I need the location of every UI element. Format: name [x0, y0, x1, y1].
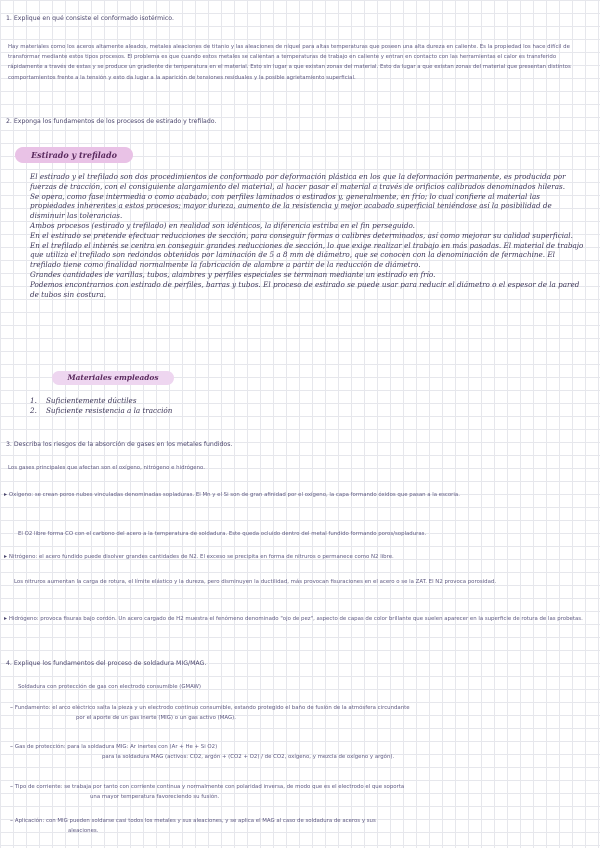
list-number: 1.: [30, 396, 37, 405]
list-text: Suficientemente dúctiles: [46, 396, 137, 405]
arrow-bullet-icon: ▸: [4, 615, 9, 622]
section-pill-estirado: Estirado y trefilado: [15, 147, 133, 163]
materials-list: [30, 396, 172, 416]
arrow-bullet-icon: ▸: [4, 553, 9, 560]
question-2-title: 2. Exponga los fundamentos de los procesos de estirado y trefilado.: [6, 118, 217, 125]
paragraph: Se opera, como fase intermedia o como acabado, con perfiles laminados o estirados y, generalmente, en frío; lo cual confiere al material las propiedades inherentes a estos procesos; mayor dureza, aumento de la resistencia y mejor acabado superficial teniéndose así la posibilidad de disminuir las tolerancias.: [30, 191, 552, 221]
paragraph: En el estirado se pretende efectuar reducciones de sección, para conseguir formas o calibres determinados, así como mejorar su calidad superficial.: [30, 230, 573, 240]
item-text: Tipo de corriente: se trabaja por tanto con corriente continua y normalmente con polaridad inversa, de modo que es el electrodo el que soporta: [14, 784, 405, 790]
dash-bullet-icon: –: [10, 704, 15, 711]
item-text: Gas de protección: para la soldadura MIG: Ar inertes con (Ar + He + Si O2): [14, 744, 218, 750]
section-pill-materiales: Materiales empleados: [52, 371, 174, 385]
question-2-answer: [30, 172, 584, 299]
question-1-answer: Hay materiales como los aceros altamente aleados, metales aleaciones de titanio y las aleaciones de níquel para altas temperaturas que poseen una alta dureza en caliente. Es la propiedad los hace difícil de transformar mediante estos tipos procesos. El problema es que cuando estos metales se calientan a temperaturas de trabajo en caliente y entran en contacto con las herramientas el calor es transferido rápidamente a través de estas y se produce un gradiente de temperatura en el material. Esto sin lugar a que existan zonas del material. Esto da lugar a que existan zonas del material que presentan distintos comportamientos frente a la tensión y esto da lugar a la aparición de tensiones residuales y la posible agrietamiento superficial.: [8, 44, 571, 81]
paragraph: El estirado y el trefilado son dos procedimientos de conformado por deformación plástica en los que la deformación permanente, es producida por fuerzas de tracción, con el consiguiente alargamiento del material, al hacer pasar el material a través de orificios calibrados denominados hileras.: [30, 172, 566, 191]
mig-item-corriente: [10, 782, 592, 802]
dash-bullet-icon: –: [10, 743, 15, 750]
question-4-title: 4. Explique los fundamentos del proceso de soldadura MIG/MAG.: [6, 660, 207, 667]
paragraph: Grandes cantidades de varillas, tubos, alambres y perfiles especiales se terminan mediante un estirado en frío.: [30, 269, 436, 279]
mig-item-gas: [10, 742, 592, 762]
item-text: Fundamento: el arco eléctrico salta la pieza y un electrodo continuo consumible, estando protegido el baño de fusión de la atmósfera circundante: [14, 705, 410, 711]
oxygen-detail: El O2 libre forma CO con el carbono del acero a la temperatura de soldadura. Este queda ocluido dentro del metal fundido formando poros/sopladuras.: [18, 531, 427, 537]
hydrogen-text: Hidrógeno: provoca fisuras bajo cordón. Un acero cargado de H2 muestra el fenómeno denominado "ojo de pez", aspecto de capas de color brillante que suelen aparecer en la superficie de rotura de las probetas.: [8, 616, 583, 622]
list-number: 2.: [30, 406, 37, 415]
paragraph: En el trefilado el interés se centra en conseguir grandes reducciones de sección, lo que exige realizar el trabajo en más pasadas. El material de trabajo que utiliza el trefilado son redondos obtenidos por laminación de 5 a 8 mm de diámetro, que se conocen con la denominación de fermachine. El trefilado tiene como finalidad normalmente la fabricación de alambre a partir de la reducción de diámetro.: [30, 240, 584, 270]
dash-bullet-icon: –: [10, 783, 15, 790]
question-1-title: 1. Explique en qué consiste el conformado isotérmico.: [6, 15, 174, 22]
list-text: Suficiente resistencia a la tracción: [46, 406, 173, 415]
item-text: Aplicación: con MIG pueden soldarse casi todos los metales y sus aleaciones, y se aplica el MAG al caso de soldadura de aceros y sus: [14, 818, 376, 824]
arrow-bullet-icon: ▸: [4, 491, 9, 498]
nitrogen-text: Nitrógeno: el acero fundido puede disolver grandes cantidades de N2. El exceso se precipita en forma de nitruros o permanece como N2 libre.: [8, 554, 394, 560]
item-text-continued: aleaciones.: [68, 828, 99, 835]
oxygen-text: Oxígeno: se crean poros nubes vinculadas denominadas sopladuras. El Mn y el Si son de gran afinidad por el oxígeno, la capa formando óxidos que pasan a la escoria.: [8, 492, 460, 498]
list-item: [30, 406, 172, 416]
item-text-continued: por el aporte de un gas inerte (MIG) o un gas activo (MAG).: [76, 715, 236, 722]
list-item: [30, 396, 172, 406]
dash-bullet-icon: –: [10, 817, 15, 824]
question-3-intro: Los gases principales que afectan son el oxígeno, nitrógeno e hidrógeno.: [8, 465, 205, 471]
mig-item-fundamento: [10, 703, 592, 723]
item-text-continued: una mayor temperatura favoreciendo su fusión.: [90, 794, 220, 801]
nitrogen-detail: Los nitruros aumentan la carga de rotura, el límite elástico y la dureza, pero disminuyen la ductilidad, más provocan fisuraciones en el acero o se la ZAT. El N2 provoca porosidad.: [14, 579, 497, 585]
paragraph: Ambos procesos (estirado y trefilado) en realidad son idénticos, la diferencia estriba en el fin perseguido.: [30, 220, 415, 230]
question-3-title: 3. Describa los riesgos de la absorción de gases en los metales fundidos.: [6, 441, 233, 448]
paragraph: Podemos encontrarnos con estirado de perfiles, barras y tubos. El proceso de estirado se puede usar para reducir el diámetro o el espesor de la pared de tubos sin costura.: [30, 279, 580, 299]
item-text-continued: para la soldadura MAG (activos: CO2, argón + (CO2 + O2) / de CO2, oxígeno, y mezcla de oxígeno y argón).: [102, 754, 395, 761]
hydrogen-bullet: [4, 614, 592, 624]
question-4-subtitle: Soldadura con protección de gas con electrodo consumible (GMAW): [18, 684, 201, 690]
mig-item-aplicacion: [10, 816, 592, 836]
oxygen-bullet: [4, 490, 592, 500]
nitrogen-bullet: [4, 552, 592, 562]
